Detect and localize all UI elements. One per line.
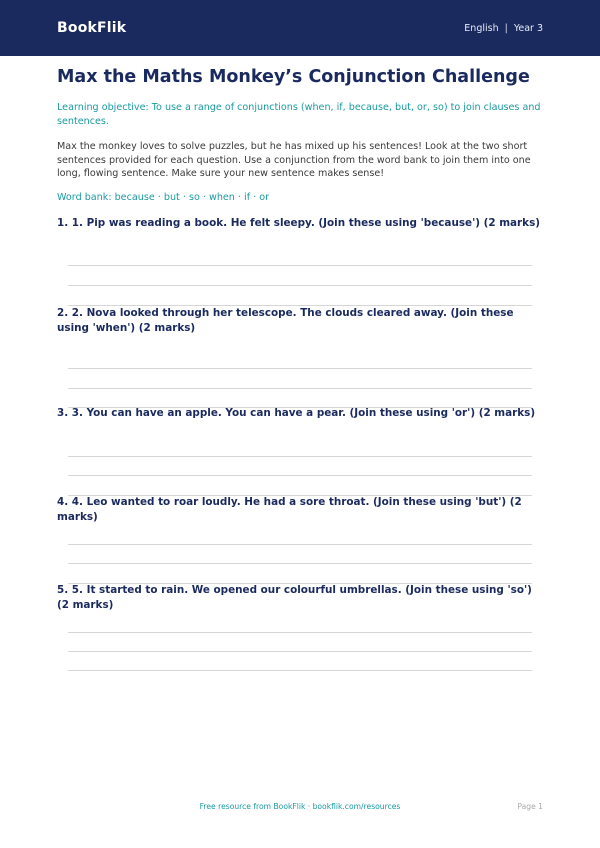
answer-line[interactable] <box>68 265 532 266</box>
page-title: Max the Maths Monkey’s Conjunction Challenge <box>57 67 530 87</box>
intro-text: Max the monkey loves to solve puzzles, but he has mixed up his sentences! Look at the two short sentences provided for each question. Use a conjunction from the word bank to join them into one long, flowing sentence. Make sure your new sentence makes sense! <box>57 141 531 179</box>
header-bar <box>0 0 600 56</box>
answer-line[interactable] <box>68 544 532 545</box>
brand-logo[interactable]: BookFlik <box>57 20 127 36</box>
question-5 <box>57 583 543 612</box>
answer-line[interactable] <box>68 670 532 671</box>
worksheet-content <box>57 56 543 204</box>
answer-line[interactable] <box>68 388 532 389</box>
answer-line[interactable] <box>68 456 532 457</box>
question-1 <box>57 216 543 231</box>
learning-objective: Learning objective: To use a range of conjunctions (when, if, because, but, or, so) to join clauses and sentences. <box>57 102 541 127</box>
answer-line[interactable] <box>68 563 532 564</box>
answer-line[interactable] <box>68 285 532 286</box>
question-4 <box>57 495 543 524</box>
answer-line[interactable] <box>68 632 532 633</box>
year-label: Year 3 <box>513 22 543 34</box>
question-2 <box>57 306 543 335</box>
answer-line[interactable] <box>68 475 532 476</box>
meta-separator: | <box>504 22 508 34</box>
footer-source-link[interactable]: Free resource from BookFlik · bookflik.com/resources <box>199 802 401 811</box>
word-bank: Word bank: because · but · so · when · if · or <box>57 191 270 203</box>
question-text: 3. 3. You can have an apple. You can have a pear. (Join these using 'or') (2 marks) <box>57 407 536 419</box>
answer-line[interactable] <box>68 368 532 369</box>
answer-line[interactable] <box>68 651 532 652</box>
question-text: 5. 5. It started to rain. We opened our colourful umbrellas. (Join these using 'so') (2 marks) <box>57 584 532 611</box>
question-text: 4. 4. Leo wanted to roar loudly. He had a sore throat. (Join these using 'but') (2 marks) <box>57 496 522 523</box>
subject-label: English <box>464 22 499 34</box>
page-number: Page 1 <box>517 802 543 811</box>
question-text: 1. 1. Pip was reading a book. He felt sleepy. (Join these using 'because') (2 marks) <box>57 217 541 229</box>
header-meta <box>464 23 543 34</box>
question-3 <box>57 406 543 421</box>
question-text: 2. 2. Nova looked through her telescope. The clouds cleared away. (Join these using 'when') (2 marks) <box>57 307 514 334</box>
